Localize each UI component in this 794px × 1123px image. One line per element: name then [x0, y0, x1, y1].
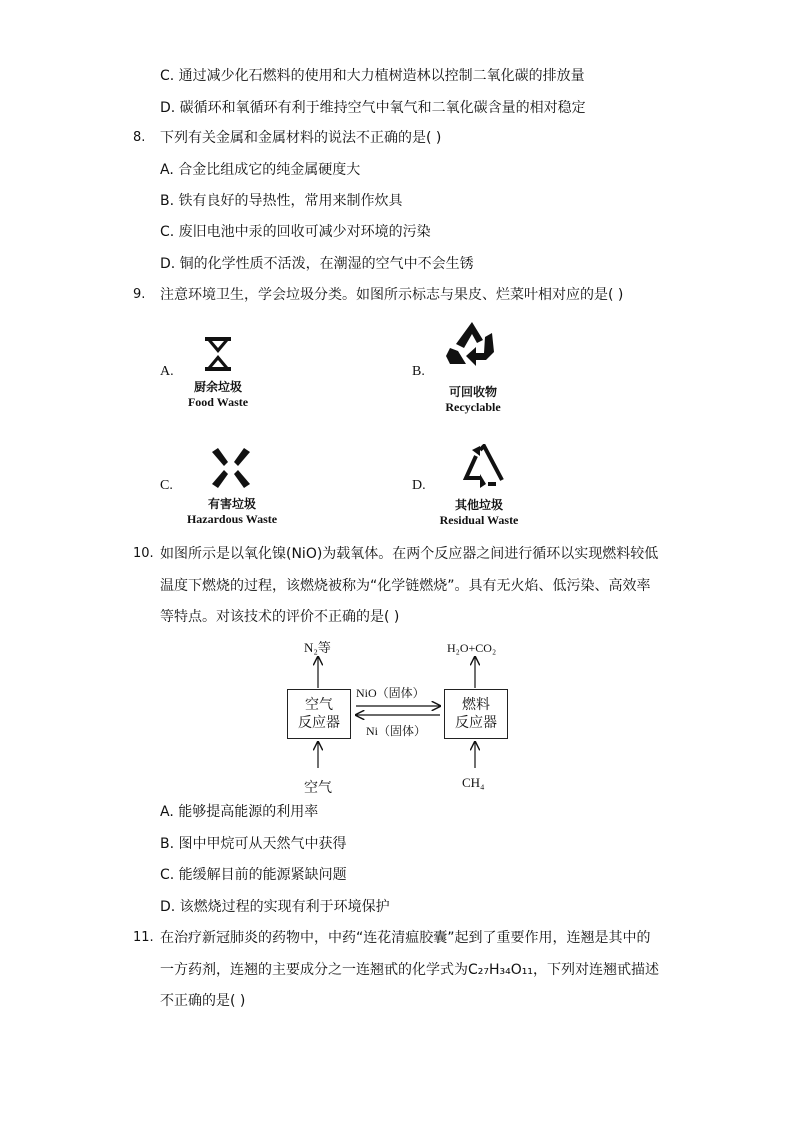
- q10-option-c: C. 能缓解目前的能源紧缺问题: [160, 867, 347, 883]
- air-reactor-line1: 空气: [305, 697, 333, 713]
- q9-option-b-label: B.: [412, 364, 425, 379]
- q11-stem-line1: 在治疗新冠肺炎的药物中，中药“连花清瘟胶囊”起到了重要作用，连翘是其中的: [160, 930, 651, 946]
- q11-stem-line3: 不正确的是( ): [160, 993, 246, 1009]
- q7-option-c: C. 通过减少化石燃料的使用和大力植树造林以控制二氧化碳的排放量: [160, 68, 585, 84]
- q10-stem-line1: 如图所示是以氧化镍(NiO)为载氧体。在两个反应器之间进行循环以实现燃料较低: [160, 546, 659, 562]
- sign-recyclable-zh: 可回收物: [448, 385, 497, 399]
- q10-number: 10.: [133, 546, 154, 561]
- q10-stem-line3: 等特点。对该技术的评价不正确的是( ): [160, 609, 400, 625]
- sign-hazardous-waste: [178, 497, 286, 527]
- label-nio: NiO（固体）: [356, 686, 425, 700]
- fuel-reactor-line1: 燃料: [462, 697, 490, 713]
- q10-option-d: D. 该燃烧过程的实现有利于环境保护: [160, 899, 390, 915]
- label-ni: Ni（固体）: [366, 724, 427, 738]
- recycle-icon: [446, 320, 498, 370]
- sign-recyclable-en: Recyclable: [445, 400, 501, 414]
- q9-number: 9.: [133, 287, 146, 302]
- fuel-reactor-box: [444, 689, 508, 739]
- q10-option-b: B. 图中甲烷可从天然气中获得: [160, 836, 347, 852]
- q9-option-a-label: A.: [160, 364, 174, 379]
- air-reactor-box: [287, 689, 351, 739]
- q8-option-d: D. 铜的化学性质不活泼，在潮湿的空气中不会生锈: [160, 256, 474, 272]
- label-n2: N₂等: [304, 640, 331, 655]
- air-reactor-line2: 反应器: [298, 715, 340, 731]
- q7-option-d: D. 碳循环和氧循环有利于维持空气中氧气和二氧化碳含量的相对稳定: [160, 100, 586, 116]
- q8-option-b: B. 铁有良好的导热性，常用来制作炊具: [160, 193, 403, 209]
- q8-stem: 下列有关金属和金属材料的说法不正确的是( ): [160, 130, 442, 146]
- triangle-icon: [462, 444, 506, 488]
- sign-food-waste-zh: 厨余垃圾: [193, 380, 242, 394]
- q8-number: 8.: [133, 130, 146, 145]
- hazard-x-icon: [210, 448, 252, 488]
- label-products: H₂O+CO₂: [447, 641, 497, 655]
- label-ch4: CH₄: [462, 775, 485, 790]
- sign-residual-waste-zh: 其他垃圾: [454, 498, 503, 512]
- sign-food-waste-en: Food Waste: [187, 395, 249, 409]
- q11-stem-line2: 一方药剂，连翘的主要成分之一连翘甙的化学式为C₂₇H₃₄O₁₁，下列对连翘甙描述: [160, 962, 659, 978]
- q9-option-d-label: D.: [412, 478, 426, 493]
- q11-number: 11.: [133, 930, 154, 945]
- q8-option-c: C. 废旧电池中汞的回收可减少对环境的污染: [160, 224, 431, 240]
- q9-stem: 注意环境卫生，学会垃圾分类。如图所示标志与果皮、烂菜叶相对应的是( ): [160, 287, 624, 303]
- q8-option-a: A. 合金比组成它的纯金属硬度大: [160, 162, 361, 178]
- q9-option-c-label: C.: [160, 478, 173, 493]
- sign-recyclable: [430, 385, 516, 415]
- sign-residual-waste: [432, 498, 526, 528]
- sign-hazardous-waste-zh: 有害垃圾: [207, 497, 256, 511]
- label-air-in: 空气: [304, 781, 332, 796]
- hourglass-icon: [202, 336, 234, 372]
- sign-residual-waste-en: Residual Waste: [439, 513, 519, 527]
- sign-food-waste: [178, 380, 258, 410]
- q10-option-a: A. 能够提高能源的利用率: [160, 804, 319, 820]
- sign-hazardous-waste-en: Hazardous Waste: [186, 512, 278, 526]
- fuel-reactor-line2: 反应器: [455, 715, 497, 731]
- q10-stem-line2: 温度下燃烧的过程，该燃烧被称为“化学链燃烧”。具有无火焰、低污染、高效率: [160, 578, 651, 594]
